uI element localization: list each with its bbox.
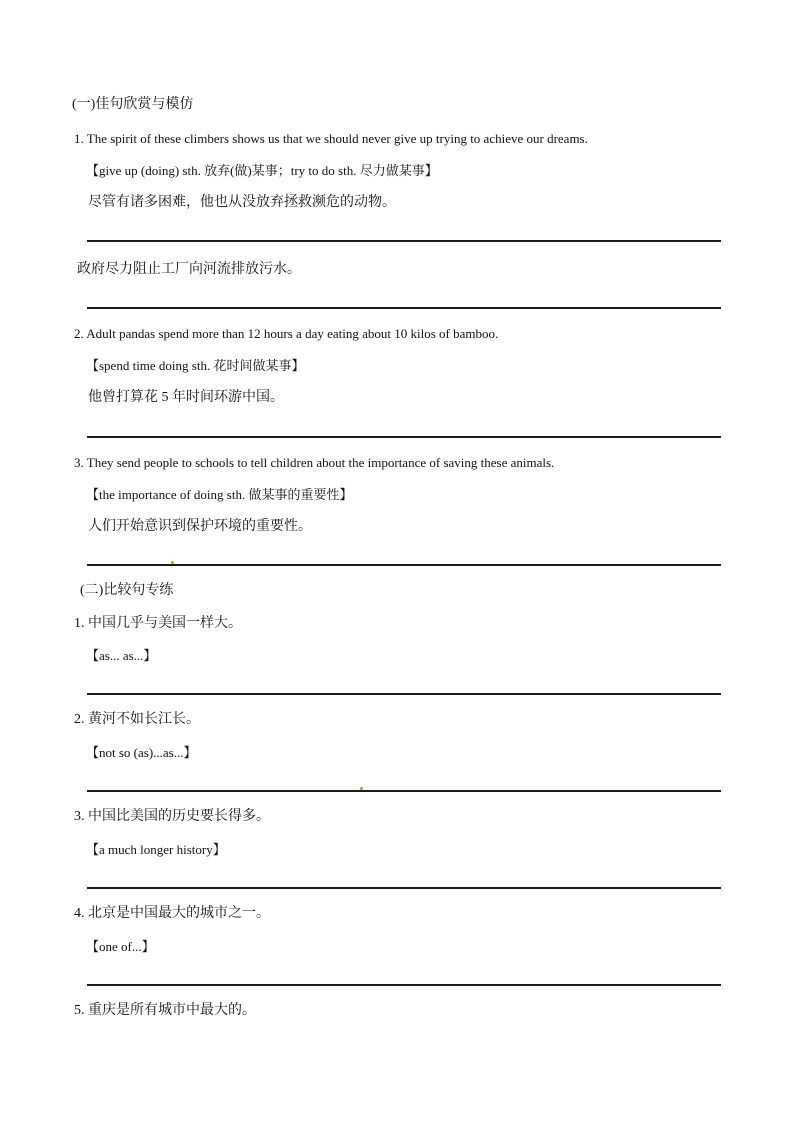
answer-line-1a[interactable]: [87, 240, 721, 242]
translation-prompt-3: 人们开始意识到保护环境的重要性。: [88, 519, 312, 534]
compare-pattern-2: 【not so (as)...as...】: [86, 745, 197, 760]
answer-line-3[interactable]: [87, 564, 721, 566]
compare-pattern-3: 【a much longer history】: [86, 842, 226, 857]
compare-prompt-4: 4. 北京是中国最大的城市之一。: [74, 906, 270, 921]
section-heading-1: (一)佳句欣赏与模仿: [72, 97, 194, 112]
compare-pattern-1: 【as... as...】: [86, 648, 157, 663]
pattern-hint-3: 【the importance of doing sth. 做某事的重要性】: [86, 487, 353, 502]
compare-prompt-5: 5. 重庆是所有城市中最大的。: [74, 1003, 256, 1018]
section-heading-2: (二)比较句专练: [80, 583, 174, 598]
compare-prompt-1: 1. 中国几乎与美国一样大。: [74, 616, 242, 631]
answer-line-2[interactable]: [87, 436, 721, 438]
translation-prompt-2: 他曾打算花 5 年时间环游中国。: [88, 390, 284, 405]
translation-prompt-1b: 政府尽力阻止工厂向河流排放污水。: [77, 262, 301, 277]
example-sentence-1: 1. The spirit of these climbers shows us that we should never give up trying to achieve our dreams.: [74, 131, 588, 146]
example-sentence-3: 3. They send people to schools to tell children about the importance of saving these animals.: [74, 455, 555, 470]
compare-prompt-2: 2. 黄河不如长江长。: [74, 712, 200, 727]
pattern-hint-1: 【give up (doing) sth. 放弃(做)某事；try to do sth. 尽力做某事】: [86, 163, 438, 178]
compare-answer-line-3[interactable]: [87, 887, 721, 889]
compare-answer-line-2[interactable]: [87, 790, 721, 792]
answer-line-1b[interactable]: [87, 307, 721, 309]
translation-prompt-1a: 尽管有诸多困难，他也从没放弃拯救濒危的动物。: [88, 195, 396, 210]
compare-answer-line-1[interactable]: [87, 693, 721, 695]
pattern-hint-2: 【spend time doing sth. 花时间做某事】: [86, 358, 305, 373]
compare-prompt-3: 3. 中国比美国的历史要长得多。: [74, 809, 270, 824]
compare-answer-line-4[interactable]: [87, 984, 721, 986]
compare-pattern-4: 【one of...】: [86, 939, 155, 954]
example-sentence-2: 2. Adult pandas spend more than 12 hours a day eating about 10 kilos of bamboo.: [74, 326, 499, 341]
